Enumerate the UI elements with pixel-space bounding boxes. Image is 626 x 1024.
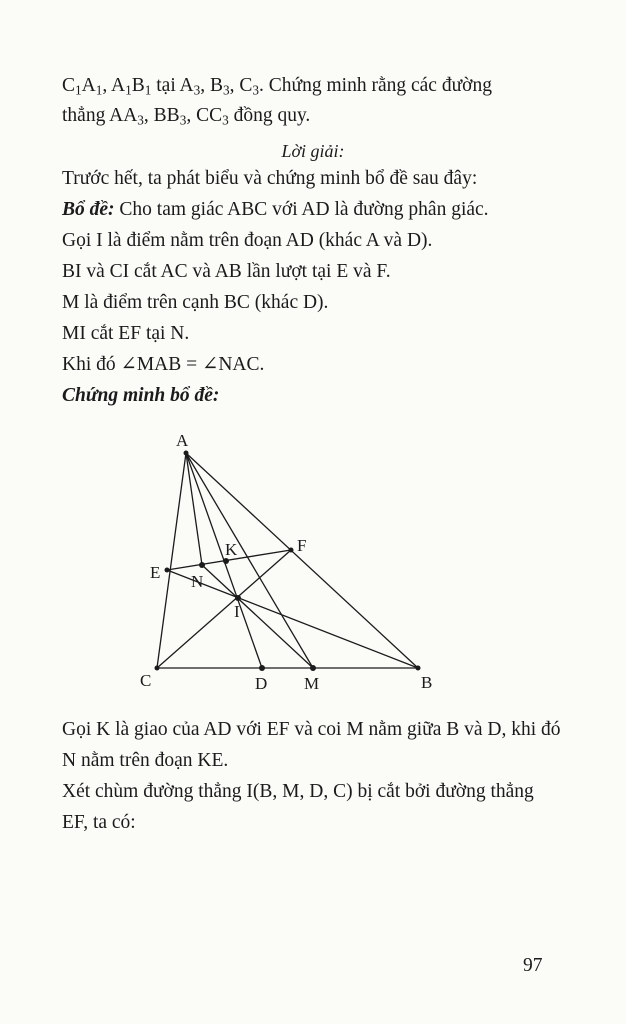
proof-heading: Chứng minh bổ đề: bbox=[62, 385, 220, 406]
segment-FC bbox=[157, 550, 291, 668]
segment-NM bbox=[202, 565, 313, 668]
point-F bbox=[289, 548, 294, 553]
label-A: A bbox=[176, 431, 189, 450]
point-E bbox=[165, 568, 170, 573]
lemma-statement: Bổ đề: Cho tam giác ABC với AD là đường phân giác. bbox=[62, 199, 489, 220]
point-B bbox=[416, 666, 421, 671]
problem-line-2: thẳng $AA_3$, $BB_3$, $CC_3$ đồng quy. bbox=[62, 105, 311, 128]
intro-line: Trước hết, ta phát biểu và chứng minh bổ đề sau đây: bbox=[62, 168, 478, 189]
lemma-line-4: M là điểm trên cạnh BC (khác D). bbox=[62, 292, 329, 313]
label-K: K bbox=[225, 540, 238, 559]
problem-line-1: $C_1A_1$, $A_1B_1$ tại $A_3$, $B_3$, $C_3$. Chứng minh rằng các đường bbox=[62, 75, 492, 98]
lemma-line-3: BI và CI cắt AC và AB lần lượt tại E và F. bbox=[62, 261, 391, 282]
label-D: D bbox=[255, 674, 268, 693]
point-M bbox=[310, 665, 316, 671]
proof-paragraph-1: Gọi K là giao của AD với EF và coi M nằm giữa B và D, khi đó N nằm trên đoạn KE. bbox=[62, 719, 561, 771]
label-I: I bbox=[234, 602, 240, 621]
segment-AN bbox=[186, 453, 202, 565]
segment-AB bbox=[186, 453, 418, 668]
label-F: F bbox=[297, 536, 307, 555]
figure-segments bbox=[157, 453, 418, 668]
point-I bbox=[235, 595, 241, 601]
page-number: 97 bbox=[523, 955, 543, 976]
label-C: C bbox=[140, 671, 152, 690]
segment-AC bbox=[157, 453, 186, 668]
solution-heading: Lời giải: bbox=[281, 141, 345, 161]
label-M: M bbox=[304, 674, 320, 693]
lemma-line-5: MI cắt EF tại N. bbox=[62, 323, 190, 344]
figure-points bbox=[155, 451, 421, 672]
point-A bbox=[184, 451, 189, 456]
segment-AM bbox=[186, 453, 313, 668]
label-B: B bbox=[421, 673, 433, 692]
point-N bbox=[199, 562, 205, 568]
lemma-label: Bổ đề: bbox=[62, 199, 115, 220]
lemma-line-6: Khi đó ∠MAB = ∠NAC. bbox=[62, 354, 265, 375]
point-C bbox=[155, 666, 160, 671]
proof-paragraph-2: Xét chùm đường thẳng I(B, M, D, C) bị cắt bởi đường thẳng EF, ta có: bbox=[62, 781, 534, 833]
label-N: N bbox=[191, 572, 204, 591]
segment-EB bbox=[167, 570, 418, 668]
lemma-line-2: Gọi I là điểm nằm trên đoạn AD (khác A và D). bbox=[62, 230, 433, 251]
label-E: E bbox=[150, 563, 161, 582]
point-D bbox=[259, 665, 265, 671]
